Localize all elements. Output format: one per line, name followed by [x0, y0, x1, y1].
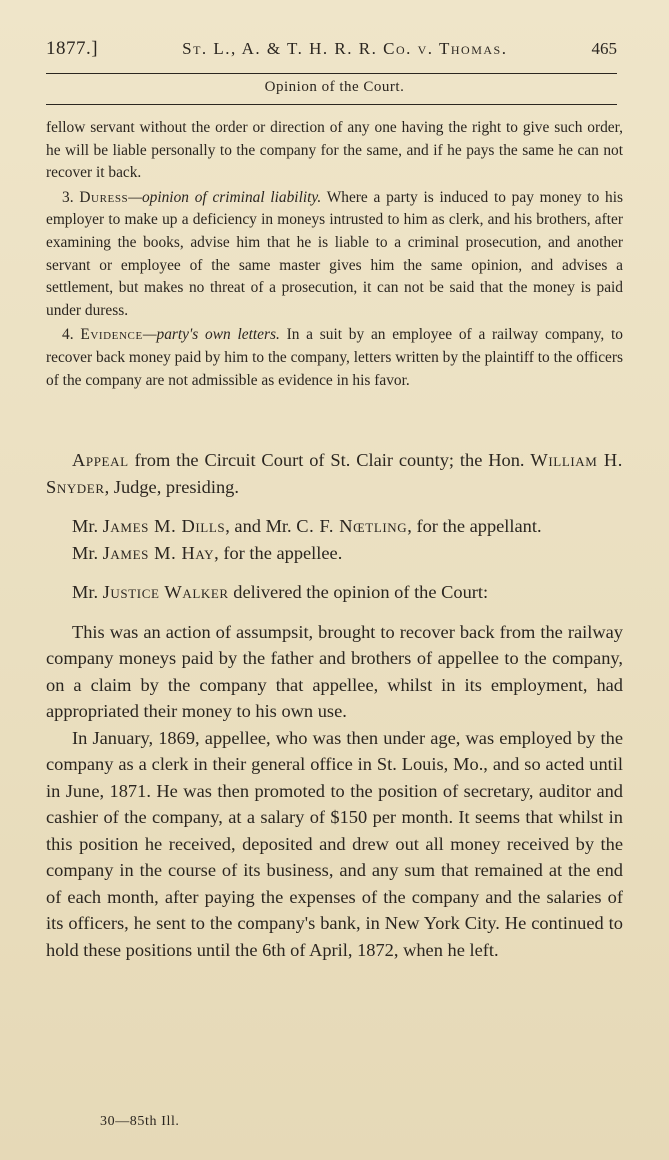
header-rule-bottom	[46, 104, 617, 105]
signature-mark: 30—85th Ill.	[100, 1114, 180, 1129]
opinion-body	[46, 447, 623, 963]
appellee-suffix: , for the appellee.	[214, 542, 343, 563]
headnote-4-number: 4.	[62, 326, 74, 344]
justice-suffix: delivered the opinion of the Court:	[228, 582, 489, 602]
case-title: St. L., A. & T. H. R. R. Co. v. Thomas.	[182, 39, 508, 58]
opinion-paragraph-2: In January, 1869, appellee, who was then under age, was employed by the company as a clerk in their general office in St. Louis, Mo., and so acted until in June, 1871. He was then promoted to the position of secretary, auditor and cashier of the company, at a salary of $150 per month. It seems that whilst in this position he received, deposited and drew out all money received by the company in the course of its business, and any sum that remained at the end of each month, after paying the expenses of the company and the salaries of its officers, he sent to the company's bank, in New York City. He continued to hold these positions until the 6th of April, 1872, when he left.	[46, 727, 623, 960]
headnote-4-keyword: Evidence	[80, 326, 143, 344]
appellant-name-2: C. F. Nœtling	[296, 516, 408, 536]
appeal-keyword: Appeal	[72, 450, 129, 470]
appellee-prefix: Mr.	[72, 542, 103, 563]
section-heading: Opinion of the Court.	[264, 79, 405, 95]
justice-name: Justice Walker	[102, 582, 229, 602]
headnote-3-keyword: Duress	[79, 188, 129, 206]
headnote-4	[46, 324, 623, 392]
appellant-name-1: James M. Dills	[102, 516, 226, 536]
headnote-3	[46, 187, 623, 323]
appeal-text: from the Circuit Court of St. Clair county; the Hon.	[128, 450, 531, 470]
page-number: 465	[591, 39, 617, 58]
running-head	[46, 38, 617, 60]
appellant-mid: , and Mr.	[225, 516, 297, 536]
headnote-3-subject: —opinion of criminal liability.	[128, 188, 322, 206]
year-label: 1877.]	[46, 38, 99, 59]
headnote-3-text: Where a party is induced to pay money to his employer to make up a deficiency in moneys intrusted to him as clerk, and his brothers, after examining the books, advise him that he is liable to a criminal prosecution, and another servant or employee of the same master gives him the same opinion, and advises a settlement, but makes no threat of a prosecution, it can not be said that the money is paid under duress.	[46, 188, 623, 319]
appellant-counsel	[46, 513, 623, 540]
headnote-continuation: fellow servant without the order or direction of any one having the right to give such order, he will be liable personally to the company for the same, and if he pays the same he can not recover it back.	[46, 119, 623, 182]
headnote-4-text: In a suit by an employee of a railway company, to recover back money paid by him to the company, letters written by the plaintiff to the officers of the company are not admissible as evidence in his favor.	[46, 326, 623, 389]
headnote-4-subject: —party's own letters.	[142, 326, 280, 344]
headnote-3-number: 3.	[62, 188, 74, 206]
judge-name: William H. Snyder	[46, 450, 623, 497]
opinion-paragraph-1: This was an action of assumpsit, brought to recover back from the railway company moneys paid by the father and brothers of appellee to the company, on a claim by the company that appellee, whilst in its employment, had appropriated their money to his own use.	[46, 621, 623, 721]
headnotes	[46, 117, 623, 394]
appellant-suffix: , for the appellant.	[407, 516, 542, 536]
appellant-prefix: Mr.	[72, 516, 103, 536]
appellee-name: James M. Hay	[102, 542, 215, 563]
appeal-line	[46, 447, 623, 500]
justice-line	[46, 579, 623, 606]
header-rule-top	[46, 73, 617, 74]
judge-suffix: , Judge, presiding.	[104, 476, 239, 497]
appellee-counsel	[46, 540, 623, 567]
justice-prefix: Mr.	[72, 582, 103, 602]
